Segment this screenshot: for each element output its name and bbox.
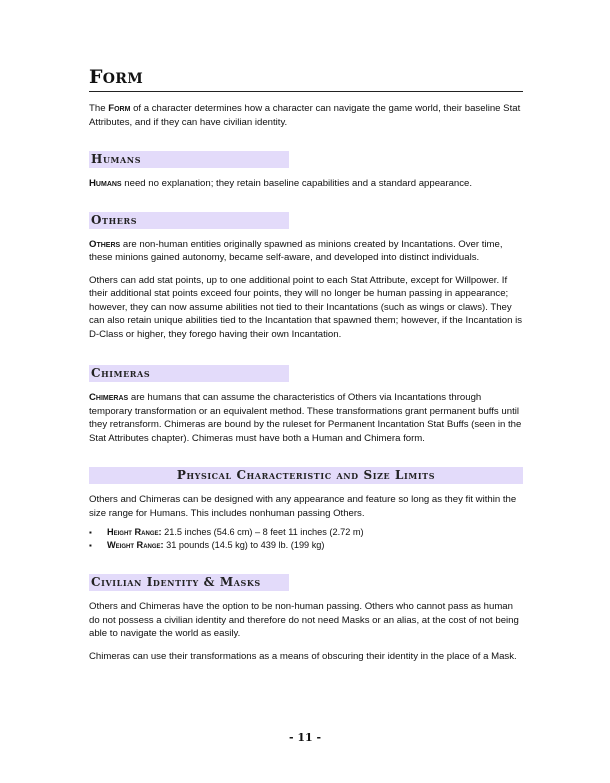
list-item (89, 539, 523, 552)
page-number: - 11 - (288, 731, 322, 744)
intro-term: Form (108, 103, 131, 114)
civilian-paragraph-2: Chimeras can use their transformations as a means of obscuring their identity in the place of a Mask. (89, 650, 517, 662)
list-item (89, 526, 523, 539)
others-term: Others (89, 238, 121, 250)
heading-chimeras: Chimeras (89, 365, 289, 382)
humans-term: Humans (89, 178, 122, 189)
chimeras-text: are humans that can assume the characteristics of Others via Incantations through temporary transformation or an equivalent method. These transformations grant permanent buffs until they retransform. Chimeras are bound by the ruleset for Permanent Incantation Stat Buffs (seen in the Stat Attributes chapter). Chimeras must have both a Human and Chimera form. (89, 392, 522, 444)
height-value: 21.5 inches (54.6 cm) – 8 feet 11 inches (2.72 m) (161, 527, 364, 537)
size-limits-list (89, 526, 523, 552)
chimeras-paragraph (89, 391, 523, 445)
height-label: Height Range: (107, 527, 162, 537)
weight-value: 31 pounds (14.5 kg) to 439 lb. (199 kg) (163, 540, 325, 550)
weight-label: Weight Range: (107, 540, 164, 550)
heading-others: Others (89, 212, 289, 229)
page-title (89, 66, 523, 92)
humans-text: need no explanation; they retain baseline capabilities and a standard appearance. (121, 178, 473, 189)
heading-civilian-identity: Civilian Identity & Masks (89, 574, 289, 591)
title-initial: F (89, 66, 103, 88)
others-text: are non-human entities originally spawned as minions created by Incantations. Over time, these minions gained autonomy, became self-aware, and developed into distinct individuals. (89, 238, 503, 263)
humans-paragraph (89, 177, 523, 191)
chimeras-term: Chimeras (89, 392, 129, 403)
heading-humans: Humans (89, 151, 289, 168)
civilian-paragraph-1: Others and Chimeras have the option to be non-human passing. Others who cannot pass as human do not possess a civilian identity and therefore do not need Masks or an alias, at the cost of not being able to navigate the world as easily. (89, 601, 519, 639)
intro-paragraph (89, 102, 523, 129)
physical-paragraph: Others and Chimeras can be designed with any appearance and feature so long as they fit within the size range for Humans. This includes nonhuman passing Others. (89, 494, 517, 519)
intro-lead: The (89, 103, 109, 114)
others-paragraph-2: Others can add stat points, up to one additional point to each Stat Attribute, except for Willpower. If their additional stat points exceed four points, they will no longer be human passing in appearance; however, they can now assume abilities not tied to their Incantations (such as wings or claws). They can also retain unique abilities tied to the Incantation that spawned them; however, if the Incantation is D-Class or higher, they forego having their own Incantation. (89, 274, 523, 340)
intro-text: of a character determines how a character can navigate the game world, their baseline Stat Attributes, and if they can have civilian identity. (89, 103, 521, 128)
heading-physical-limits: Physical Characteristic and Size Limits (89, 467, 523, 484)
title-rest: ORM (102, 71, 144, 87)
page-content (89, 66, 523, 663)
others-paragraph-1 (89, 238, 523, 265)
